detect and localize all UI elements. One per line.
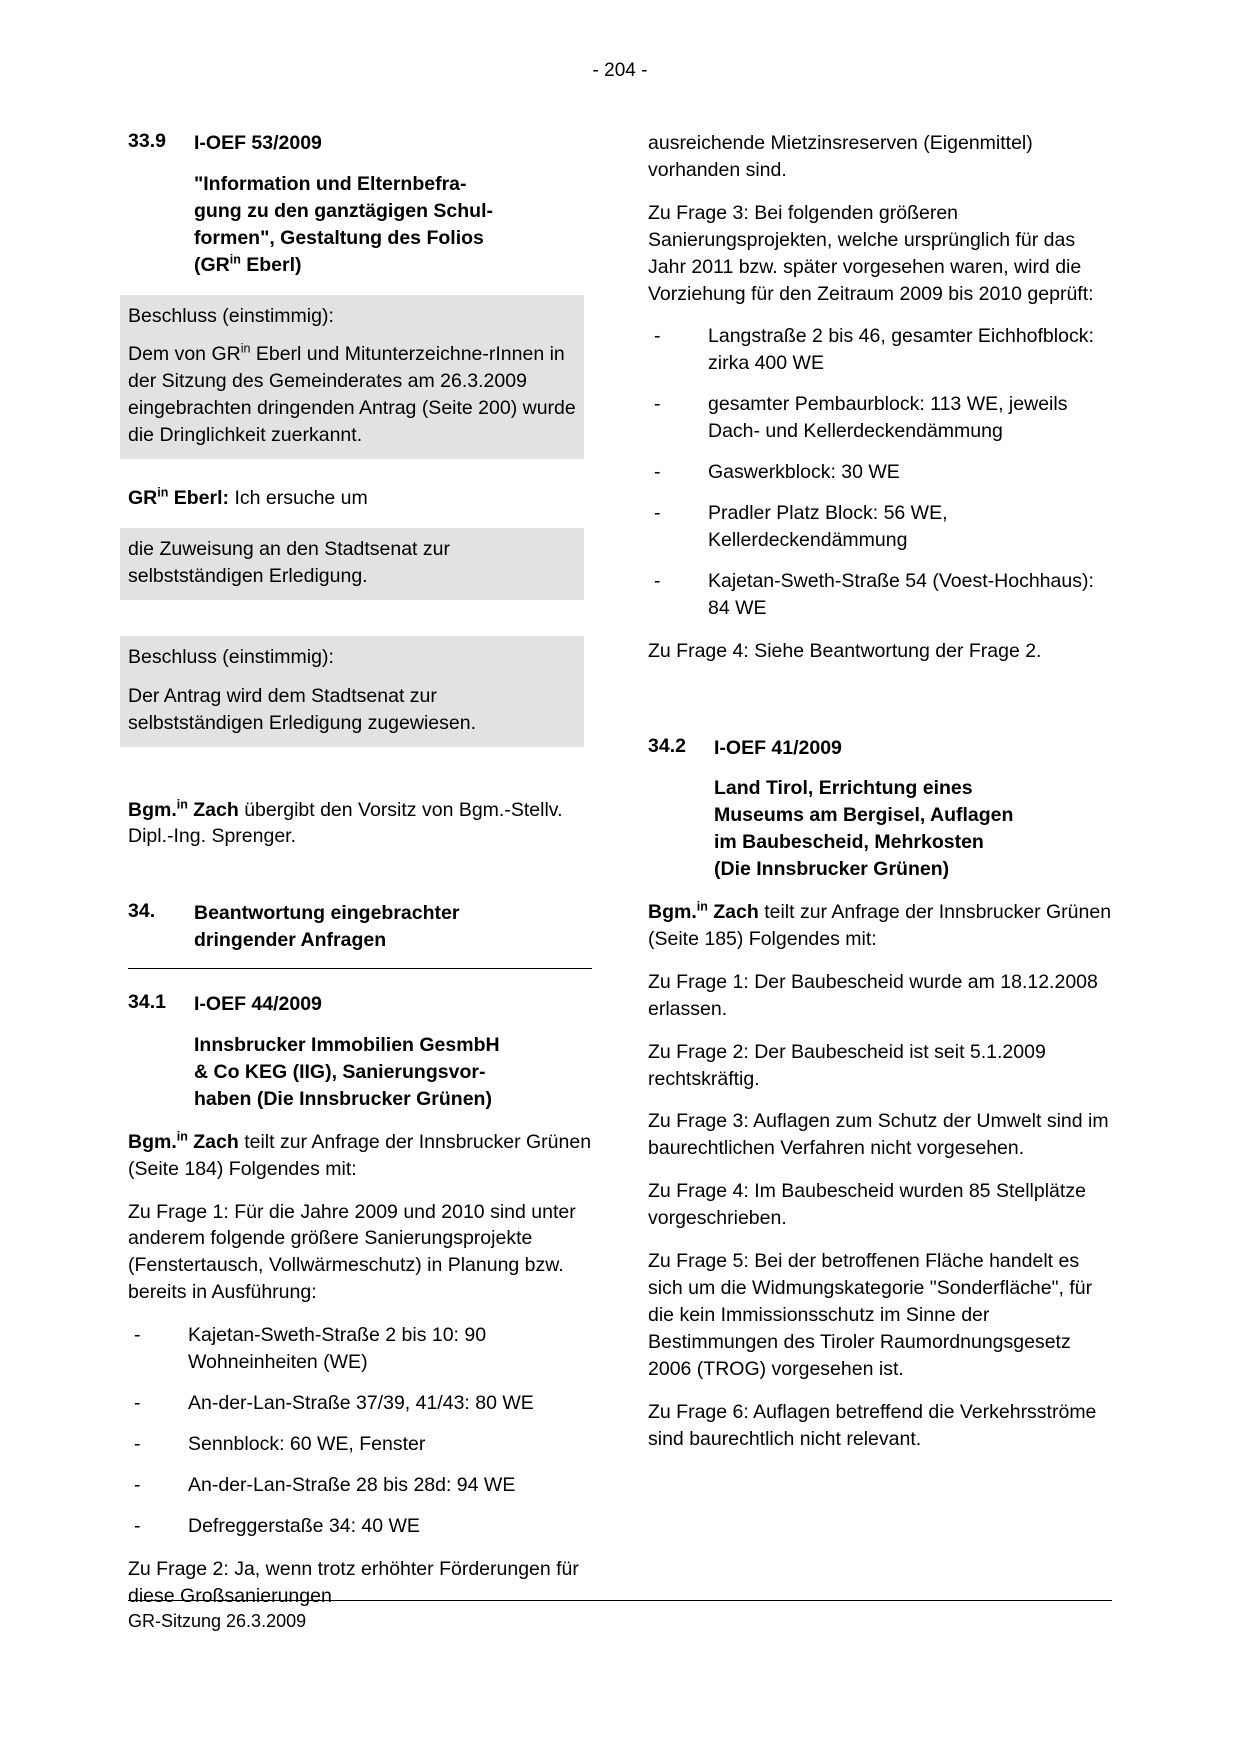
dash-bullet: - <box>654 325 661 348</box>
beschluss-block-2 <box>120 636 584 747</box>
list-item <box>128 1472 592 1499</box>
frage-2-continuation: ausreichende Mietzinsreserven (Eigenmittel) vorhanden sind. <box>648 132 1033 181</box>
agenda-item-34-1-number: 34.1 <box>128 991 166 1014</box>
frage-3-right-b: Zu Frage 3: Auflagen zum Schutz der Umwelt sind im baurechtlichen Verfahren nicht vorgesehen. <box>648 1110 1109 1160</box>
list-item-text: Langstraße 2 bis 46, gesamter Eichhofblock: zirka 400 WE <box>708 325 1094 375</box>
agenda-item-34-1-subtitle <box>194 1032 592 1113</box>
sanierungsprojekte-list <box>128 1322 592 1539</box>
list-item <box>128 1322 592 1376</box>
subtitle-line-4-sup: in <box>229 252 241 267</box>
beschluss-1-body <box>128 341 576 449</box>
zach-sup-left: in <box>176 1129 188 1144</box>
frage-4-right: Zu Frage 4: Siehe Beantwortung der Frage 2. <box>648 639 1042 662</box>
beschluss-2-heading: Beschluss (einstimmig): <box>128 645 334 668</box>
agenda-item-34-title <box>194 900 459 954</box>
bgm-text: übergibt den Vorsitz von Bgm.-Stellv. Dipl.-Ing. Sprenger. <box>128 798 563 848</box>
page-number: - 204 - <box>592 60 648 81</box>
page-content <box>128 130 1112 1625</box>
frage-3-right: Zu Frage 3: Bei folgenden größeren Sanierungsprojekten, welche ursprünglich für das Jahr 2011 bzw. später vorgesehen waren, wird die Vorziehung für den Zeitraum 2009 bis 2010 geprüft: <box>648 201 1094 305</box>
frage-6-right: Zu Frage 6: Auflagen betreffend die Verkehrsströme sind baurechtlich nicht relevant. <box>648 1400 1097 1450</box>
beschluss-1-heading: Beschluss (einstimmig): <box>128 304 334 327</box>
dash-bullet: - <box>134 1324 141 1347</box>
agenda-item-34-1-title: I-OEF 44/2009 <box>194 993 322 1016</box>
zuweisung-text: die Zuweisung an den Stadtsenat zur selbstständigen Erledigung. <box>128 537 450 587</box>
zach-name-left: Zach <box>187 1130 239 1153</box>
item-34-2-subtitle-line-2: Museums am Bergisel, Auflagen <box>714 804 1014 827</box>
list-item-text: Sennblock: 60 WE, Fenster <box>188 1432 426 1455</box>
agenda-item-33-9-subtitle <box>194 171 592 279</box>
frage-1-left: Zu Frage 1: Für die Jahre 2009 und 2010 sind unter anderem folgende größere Sanierungsprojekte (Fenstertausch, Vollwärmeschutz) in Planung bzw. bereits in Ausführung: <box>128 1200 576 1304</box>
eberl-name-sup: in <box>157 485 169 500</box>
beschluss-block-1 <box>120 295 584 460</box>
vorziehung-projekte-list <box>648 323 1112 621</box>
agenda-item-33-9-title: I-OEF 53/2009 <box>194 132 322 154</box>
dash-bullet: - <box>654 393 661 416</box>
frage-5-right: Zu Frage 5: Bei der betroffenen Fläche handelt es sich um die Widmungskategorie "Sonderfläche", für die kein Immissionsschutz im Sinne der Bestimmungen des Tiroler Raumordnungsgesetz 2006 (TROG) vorgesehen ist. <box>648 1250 1093 1380</box>
list-item <box>128 1390 592 1417</box>
zach-sup-right: in <box>696 899 708 914</box>
subtitle-line-3: formen", Gestaltung des Folios <box>194 226 484 249</box>
bgm-name: Zach <box>187 798 239 821</box>
list-item-text: Defreggerstaße 34: 40 WE <box>188 1514 420 1537</box>
bgm-sup: in <box>176 797 188 811</box>
beschluss-2-body: Der Antrag wird dem Stadtsenat zur selbstständigen Erledigung zugewiesen. <box>128 684 476 734</box>
list-item-text: Kajetan-Sweth-Straße 54 (Voest-Hochhaus): 84 WE <box>708 569 1094 619</box>
list-item <box>128 1513 592 1540</box>
list-item-text: An-der-Lan-Straße 28 bis 28d: 94 WE <box>188 1473 516 1496</box>
agenda-item-34-title-line-1: Beantwortung eingebrachter <box>194 902 460 925</box>
agenda-item-34-number: 34. <box>128 900 156 923</box>
item-34-2-subtitle-line-4: (Die Innsbrucker Grünen) <box>714 858 950 881</box>
dash-bullet: - <box>134 1514 141 1537</box>
eberl-name-pre: GR <box>128 487 158 510</box>
zach-text-right: teilt zur Anfrage der Innsbrucker Grünen (Seite 185) Folgendes mit: <box>648 901 1112 950</box>
agenda-item-34-title-line-2: dringender Anfragen <box>194 929 387 952</box>
list-item <box>648 568 1112 622</box>
bgm-zach-vorsitz <box>128 797 592 851</box>
footer-divider <box>128 1600 1112 1601</box>
list-item <box>648 500 1112 554</box>
frage-4-right-b: Zu Frage 4: Im Baubescheid wurden 85 Stellplätze vorgeschrieben. <box>648 1180 1086 1230</box>
dash-bullet: - <box>134 1432 141 1455</box>
agenda-item-34-heading <box>128 900 592 954</box>
item-34-2-subtitle-line-1: Land Tirol, Errichtung eines <box>714 777 973 800</box>
subtitle-line-4-post: Eberl) <box>240 253 302 276</box>
bgm-pre: Bgm. <box>128 798 177 821</box>
list-item-text: An-der-Lan-Straße 37/39, 41/43: 80 WE <box>188 1392 534 1414</box>
beschluss-1-body-sup: in <box>240 341 251 356</box>
item-34-1-subtitle-line-3: haben (Die Innsbrucker Grünen) <box>194 1087 492 1110</box>
eberl-name: Eberl: <box>168 487 230 510</box>
list-item-text: Kajetan-Sweth-Straße 2 bis 10: 90 Wohneinheiten (WE) <box>188 1324 487 1374</box>
zach-name-right: Zach <box>707 901 759 924</box>
subtitle-line-4-pre: (GR <box>194 253 230 276</box>
frage-2-right: Zu Frage 2: Der Baubescheid ist seit 5.1.2009 rechtskräftig. <box>648 1040 1046 1090</box>
list-item-text: gesamter Pembaurblock: 113 WE, jeweils Dach- und Kellerdeckendämmung <box>708 393 1068 443</box>
eberl-statement <box>128 485 592 512</box>
list-item-text: Pradler Platz Block: 56 WE, Kellerdeckendämmung <box>708 501 948 551</box>
list-item-text: Gaswerkblock: 30 WE <box>708 461 900 484</box>
agenda-item-34-2-number: 34.2 <box>648 734 686 757</box>
footer-text: GR-Sitzung 26.3.2009 <box>128 1611 307 1631</box>
page-footer <box>128 1600 1112 1632</box>
zach-intro-34-2 <box>648 899 1112 953</box>
agenda-item-33-9-heading <box>128 130 592 157</box>
agenda-item-33-9-number: 33.9 <box>128 130 166 152</box>
dash-bullet: - <box>654 461 661 484</box>
zach-pre-left: Bgm. <box>128 1130 177 1153</box>
right-column <box>648 130 1112 1625</box>
item-34-2-subtitle-line-3: im Baubescheid, Mehrkosten <box>714 831 984 854</box>
frage-2-left-part: Zu Frage 2: Ja, wenn trotz erhöhter Förderungen für diese Großsanierungen <box>128 1557 579 1607</box>
dash-bullet: - <box>134 1473 141 1496</box>
list-item <box>128 1431 592 1458</box>
section-divider <box>128 968 592 969</box>
eberl-text: Ich ersuche um <box>229 487 368 510</box>
item-34-1-subtitle-line-2: & Co KEG (IIG), Sanierungsvor- <box>194 1060 486 1083</box>
item-34-1-subtitle-line-1: Innsbrucker Immobilien GesmbH <box>194 1034 500 1057</box>
beschluss-1-body-pre: Dem von GR <box>128 343 241 366</box>
agenda-item-34-2-heading <box>648 735 1112 762</box>
subtitle-line-2: gung zu den ganztägigen Schul- <box>194 199 493 222</box>
list-item <box>648 459 1112 486</box>
dash-bullet: - <box>134 1392 141 1414</box>
frage-1-right: Zu Frage 1: Der Baubescheid wurde am 18.12.2008 erlassen. <box>648 970 1098 1020</box>
dash-bullet: - <box>654 569 661 592</box>
list-item <box>648 323 1112 377</box>
subtitle-line-1: "Information und Elternbefra- <box>194 172 467 195</box>
zach-pre-right: Bgm. <box>648 901 697 924</box>
beschluss-1-body-post: Eberl und Mitunterzeichne-rInnen in der Sitzung des Gemeinderates am 26.3.2009 eingebrachten dringenden Antrag (Seite 200) wurde die Dringlichkeit zuerkannt. <box>128 343 576 447</box>
agenda-item-34-2-subtitle <box>714 775 1112 883</box>
list-item <box>648 391 1112 445</box>
zach-intro-34-1 <box>128 1129 592 1183</box>
zach-text-left: teilt zur Anfrage der Innsbrucker Grünen (Seite 184) Folgendes mit: <box>128 1130 592 1180</box>
zuweisung-block <box>120 528 584 600</box>
dash-bullet: - <box>654 501 661 524</box>
agenda-item-34-2-title: I-OEF 41/2009 <box>714 736 842 759</box>
agenda-item-34-1-heading <box>128 991 592 1018</box>
left-column <box>128 130 592 1625</box>
